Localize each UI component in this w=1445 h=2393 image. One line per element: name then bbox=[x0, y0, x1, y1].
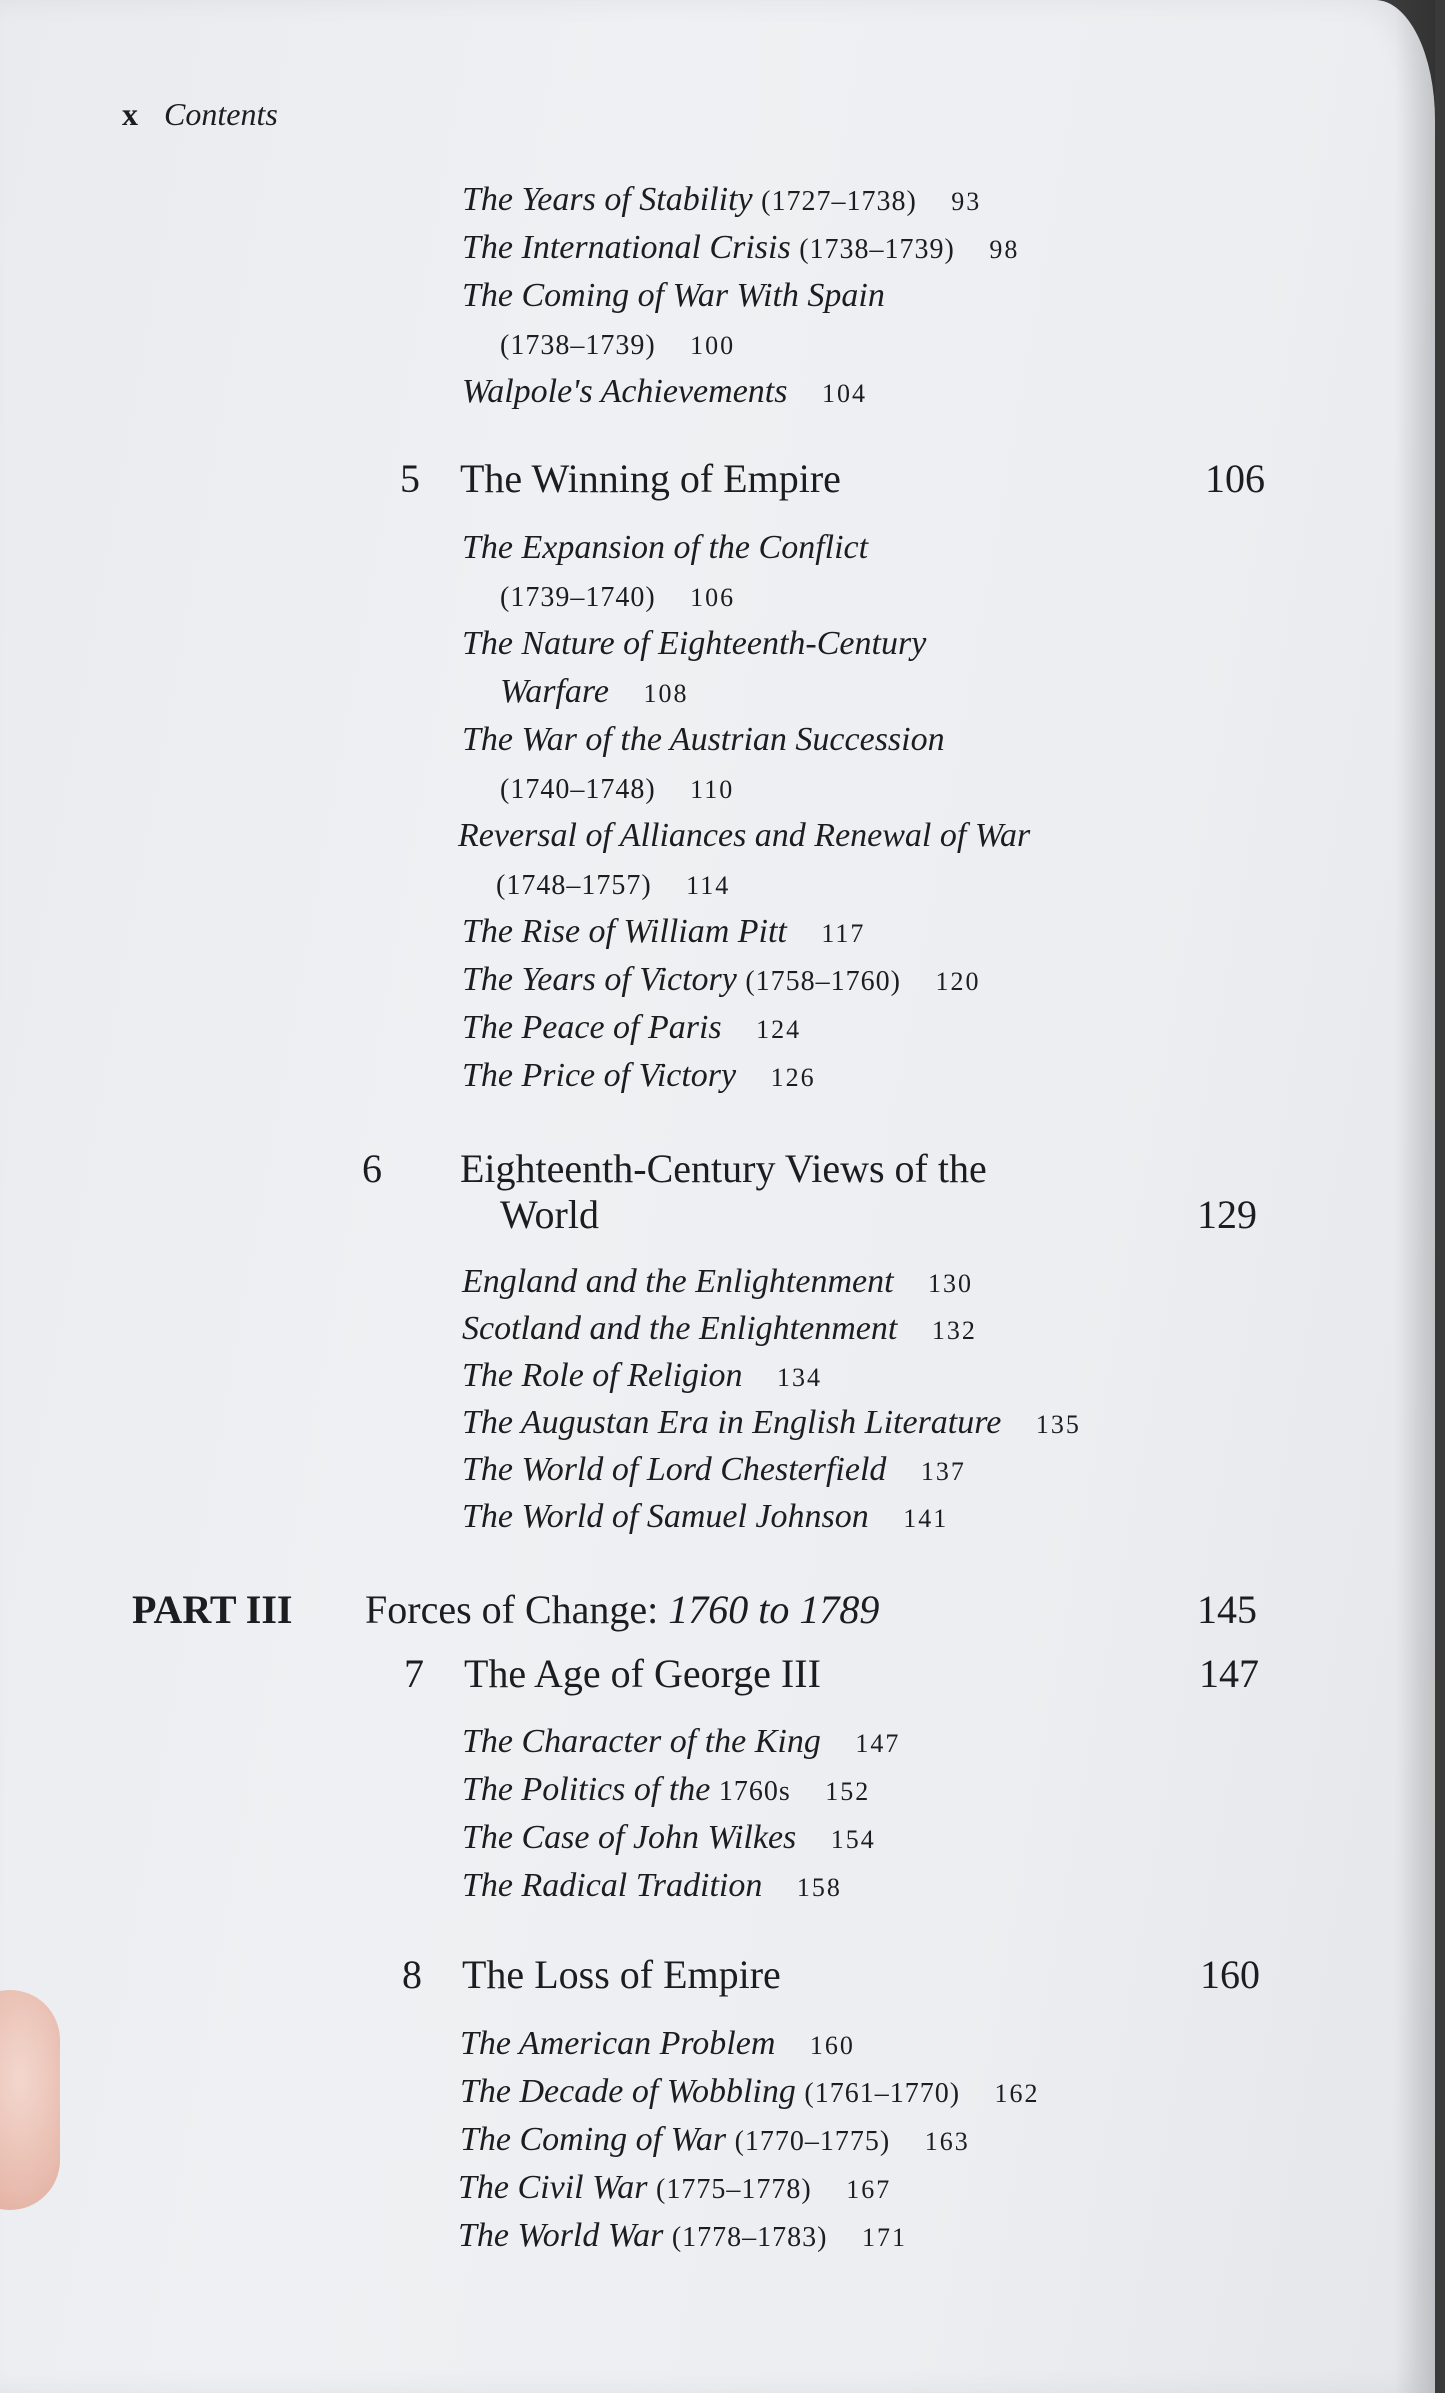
chapter-page: 147 bbox=[1199, 1651, 1259, 1696]
toc-section bbox=[462, 1052, 816, 1102]
section-page: 171 bbox=[861, 2223, 907, 2252]
section-page: 162 bbox=[994, 2079, 1040, 2108]
section-title: The World of Lord Chesterfield bbox=[462, 1451, 887, 1488]
chapter-title-line1: Eighteenth-Century Views of the bbox=[460, 1146, 987, 1191]
section-years: 1760s bbox=[718, 1776, 791, 1807]
part-page: 145 bbox=[1197, 1587, 1257, 1632]
running-head bbox=[122, 96, 278, 133]
section-page: 124 bbox=[756, 1015, 802, 1044]
toc-section bbox=[462, 1352, 822, 1402]
section-title: The Decade of Wobbling bbox=[460, 2073, 796, 2110]
toc-section bbox=[462, 1446, 966, 1496]
toc-section bbox=[462, 620, 926, 718]
section-title: The Expansion of the Conflict bbox=[462, 529, 869, 566]
section-page: 98 bbox=[989, 235, 1020, 264]
section-title: The Nature of Eighteenth-Century bbox=[462, 625, 927, 662]
section-title: The Case of John Wilkes bbox=[462, 1819, 797, 1856]
section-title: Walpole's Achievements bbox=[462, 373, 788, 410]
section-page: 167 bbox=[846, 2175, 892, 2204]
chapter-title bbox=[460, 1146, 987, 1238]
chapter-number: 7 bbox=[404, 1651, 424, 1696]
section-title: The Price of Victory bbox=[462, 1057, 737, 1094]
section-page: 117 bbox=[821, 919, 866, 948]
chapter-page: 129 bbox=[1197, 1192, 1257, 1237]
toc-section bbox=[462, 272, 885, 370]
toc-section bbox=[458, 2164, 891, 2214]
toc-section bbox=[462, 368, 867, 418]
section-title: The Years of Stability bbox=[462, 181, 753, 218]
toc-section bbox=[462, 1305, 977, 1355]
section-title: The International Crisis bbox=[462, 229, 791, 266]
section-page: 93 bbox=[951, 187, 982, 216]
section-title-continued: Warfare bbox=[500, 673, 609, 710]
chapter-title-line2: World bbox=[500, 1192, 599, 1237]
toc-section bbox=[462, 1399, 1081, 1449]
toc-section bbox=[462, 224, 1019, 274]
section-page: 141 bbox=[903, 1504, 949, 1533]
toc-section bbox=[462, 956, 981, 1006]
toc-section bbox=[458, 812, 1030, 910]
chapter-number: 6 bbox=[362, 1146, 382, 1191]
section-years: (1738–1739) bbox=[799, 234, 955, 265]
toc-section bbox=[460, 2020, 855, 2070]
section-title: The Radical Tradition bbox=[462, 1867, 763, 1904]
section-page: 108 bbox=[643, 679, 689, 708]
section-years: (1748–1757) bbox=[496, 870, 652, 901]
section-title: The Role of Religion bbox=[462, 1357, 743, 1394]
section-title: The World War bbox=[458, 2217, 664, 2254]
section-years: (1758–1760) bbox=[745, 966, 901, 997]
section-years: (1770–1775) bbox=[734, 2126, 891, 2157]
section-title: The American Problem bbox=[460, 2025, 776, 2062]
section-page: 110 bbox=[690, 775, 735, 804]
section-title: The Augustan Era in English Literature bbox=[462, 1404, 1002, 1441]
section-page: 100 bbox=[690, 331, 736, 360]
section-page: 130 bbox=[928, 1269, 974, 1298]
section-page: 135 bbox=[1035, 1410, 1081, 1439]
section-title: Reversal of Alliances and Renewal of War bbox=[458, 817, 1031, 854]
running-title: Contents bbox=[164, 96, 278, 132]
part-title bbox=[365, 1586, 879, 1633]
chapter-title: The Loss of Empire bbox=[462, 1952, 781, 1997]
section-page: 154 bbox=[830, 1825, 876, 1854]
section-years: (1739–1740) bbox=[500, 582, 656, 613]
section-years: (1778–1783) bbox=[671, 2222, 828, 2253]
part-title-dates: 1760 to 1789 bbox=[668, 1587, 880, 1632]
section-title: The World of Samuel Johnson bbox=[462, 1498, 869, 1535]
toc-section bbox=[458, 2212, 907, 2262]
section-page: 147 bbox=[855, 1729, 901, 1758]
section-title: The War of the Austrian Succession bbox=[462, 721, 945, 758]
section-title: The Civil War bbox=[458, 2169, 648, 2206]
chapter-title: The Winning of Empire bbox=[460, 456, 841, 501]
section-page: 152 bbox=[825, 1777, 871, 1806]
toc-section bbox=[462, 716, 945, 814]
section-years: (1727–1738) bbox=[761, 186, 917, 217]
section-title: England and the Enlightenment bbox=[462, 1263, 894, 1300]
section-years: (1740–1748) bbox=[500, 774, 656, 805]
section-page: 158 bbox=[796, 1873, 842, 1902]
section-page: 120 bbox=[935, 967, 981, 996]
chapter-number: 5 bbox=[400, 456, 420, 501]
toc-section bbox=[460, 2116, 970, 2166]
toc-section bbox=[462, 1862, 842, 1912]
part-label: PART III bbox=[132, 1587, 293, 1632]
chapter-title: The Age of George III bbox=[464, 1651, 821, 1696]
part-title-text: Forces of Change: bbox=[365, 1587, 659, 1632]
section-page: 106 bbox=[690, 583, 736, 612]
toc-section bbox=[460, 2068, 1040, 2118]
section-page: 160 bbox=[809, 2031, 855, 2060]
toc-section bbox=[462, 1493, 948, 1543]
section-years: (1761–1770) bbox=[804, 2078, 961, 2109]
section-page: 134 bbox=[776, 1363, 822, 1392]
section-page: 114 bbox=[686, 871, 731, 900]
toc-section bbox=[462, 908, 865, 958]
thumb-holding-page bbox=[0, 1990, 60, 2210]
toc-section bbox=[462, 176, 981, 226]
toc-part bbox=[0, 1586, 1435, 1636]
section-title: The Rise of William Pitt bbox=[462, 913, 787, 950]
section-page: 126 bbox=[770, 1063, 816, 1092]
section-title: The Coming of War With Spain bbox=[462, 277, 885, 314]
section-page: 137 bbox=[920, 1457, 966, 1486]
section-page: 104 bbox=[821, 379, 867, 408]
chapter-page: 106 bbox=[1205, 456, 1265, 501]
page-edge-shadow bbox=[1395, 0, 1435, 2393]
section-page: 163 bbox=[924, 2127, 970, 2156]
toc-section bbox=[462, 1814, 876, 1864]
section-title: The Peace of Paris bbox=[462, 1009, 722, 1046]
section-title: Scotland and the Enlightenment bbox=[462, 1310, 898, 1347]
section-years: (1775–1778) bbox=[656, 2174, 812, 2205]
section-title: The Coming of War bbox=[460, 2121, 727, 2158]
section-title: The Years of Victory bbox=[462, 961, 737, 998]
toc-section bbox=[462, 1766, 870, 1816]
toc-section bbox=[462, 1258, 973, 1308]
section-years: (1738–1739) bbox=[500, 330, 656, 361]
toc-section bbox=[462, 524, 868, 622]
section-title: The Politics of the bbox=[462, 1771, 711, 1808]
page-folio: x bbox=[122, 96, 138, 132]
chapter-page: 160 bbox=[1200, 1952, 1260, 1997]
chapter-number: 8 bbox=[402, 1952, 422, 1997]
section-page: 132 bbox=[931, 1316, 977, 1345]
toc-section bbox=[462, 1004, 801, 1054]
section-title: The Character of the King bbox=[462, 1723, 821, 1760]
toc-section bbox=[462, 1718, 900, 1768]
